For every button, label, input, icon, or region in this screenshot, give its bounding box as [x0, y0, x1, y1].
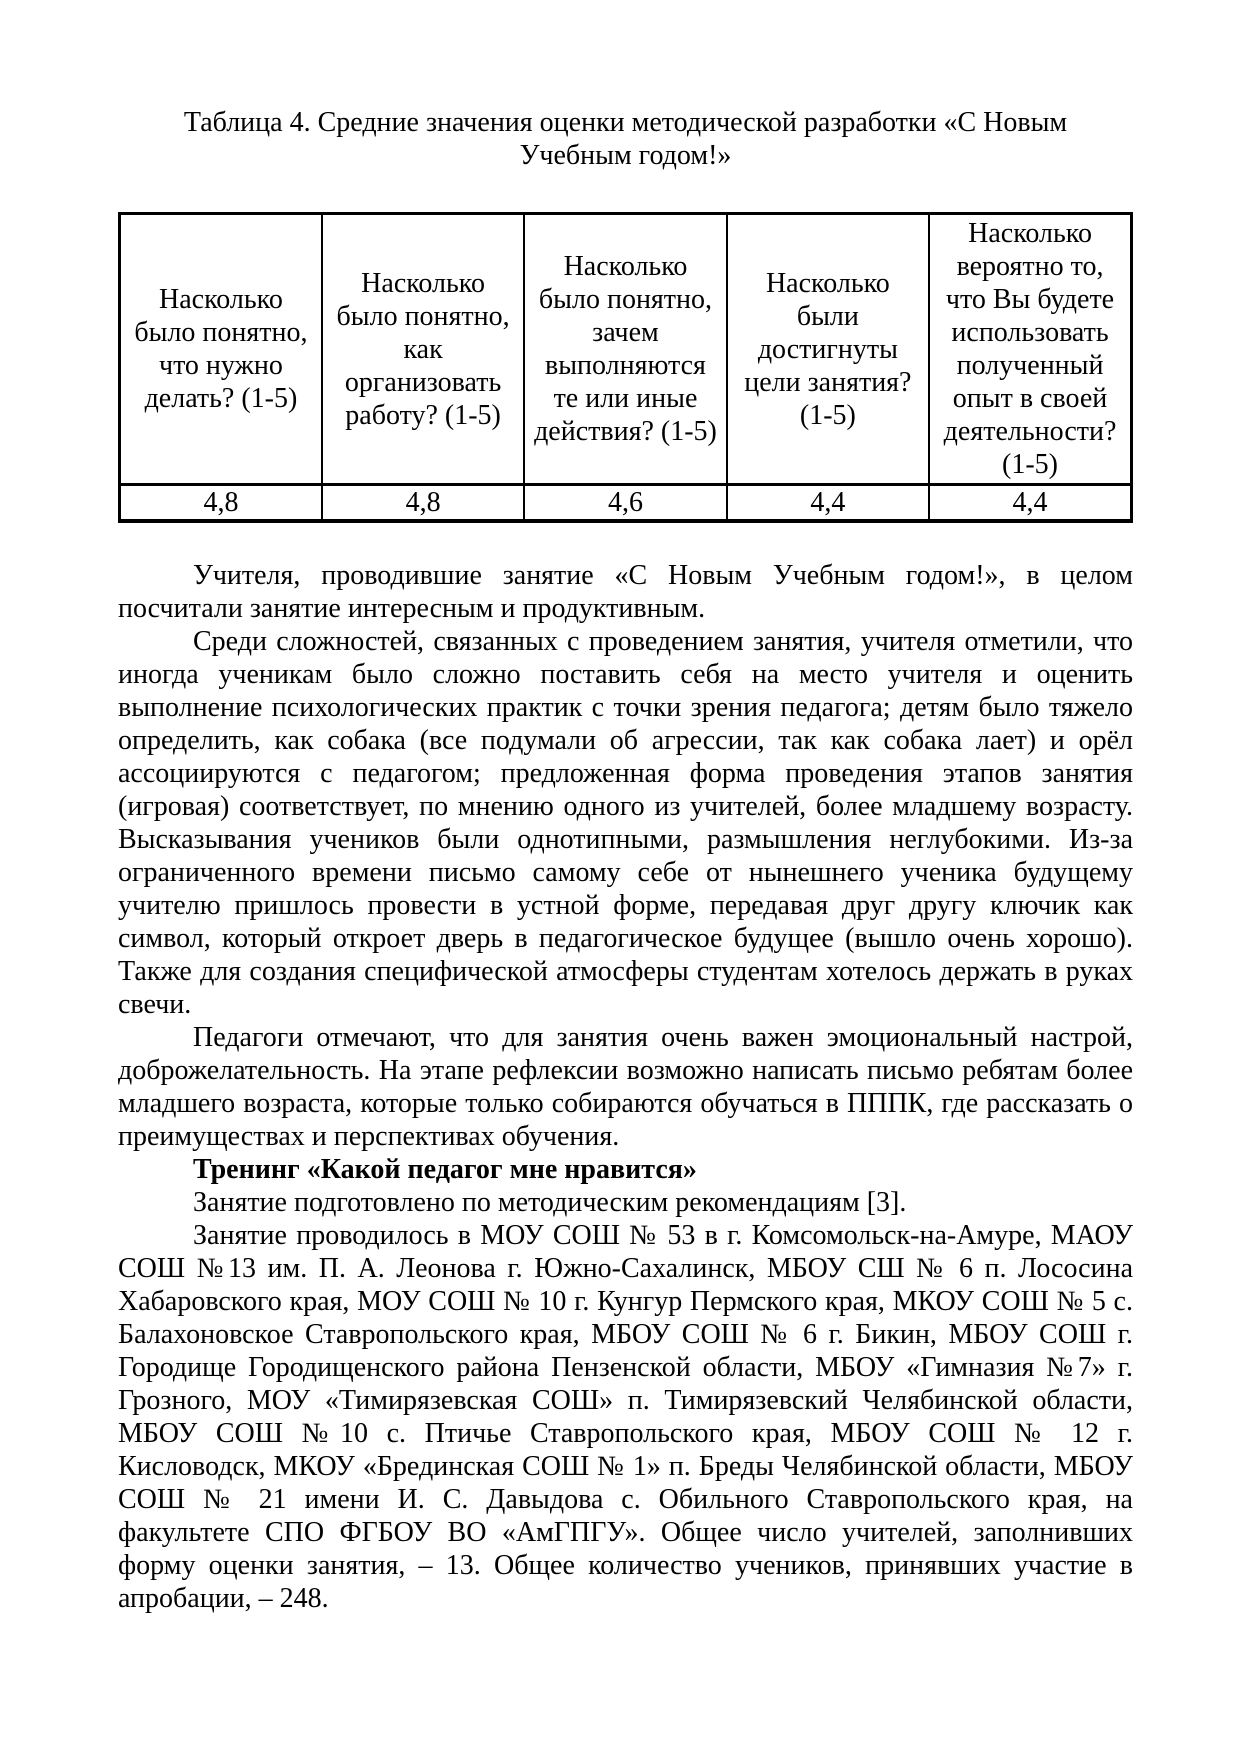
- value-cell-goals-achieved: 4,4: [727, 485, 929, 522]
- header-cell-clarity-how-to-organize: Насколько было понятно, как организовать работу? (1-5): [322, 214, 524, 485]
- header-cell-clarity-what-to-do: Насколько было понятно, что нужно делать? (1-5): [120, 214, 322, 485]
- paragraph-prepared-by-recommendations: Занятие подготовлено по методическим рекомендациям [3].: [193, 1187, 907, 1218]
- header-cell-will-use-experience: Насколько вероятно то, что Вы будете использовать полученный опыт в своей деятельности? (1-5): [929, 214, 1131, 485]
- value-cell-will-use-experience: 4,4: [929, 485, 1131, 522]
- table-value-row: [120, 485, 1132, 522]
- value-cell-clarity-what-to-do: 4,8: [120, 485, 322, 522]
- paragraph-pedagogues-notes: Педагоги отмечают, что для занятия очень важен эмоциональный настрой, доброжелательность. На этапе рефлексии возможно написать письмо ребятам более младшего возраста, которые только собираются обучаться в ПППК, где рассказать о преимуществах и перспективах обучения.: [118, 1022, 1133, 1152]
- header-cell-clarity-why-actions: Насколько было понятно, зачем выполняются те или иные действия? (1-5): [524, 214, 726, 485]
- paragraph-schools-list: Занятие проводилось в МОУ СОШ № 53 в г. Комсомольск-на-Амуре, МАОУ СОШ №13 им. П. А. Леонова г. Южно-Сахалинск, МБОУ СШ № 6 п. Лососина Хабаровского края, МОУ СОШ № 10 г. Кунгур Пермского края, МКОУ СОШ № 5 с. Балахоновское Ставропольского края, МБОУ СОШ № 6 г. Бикин, МБОУ СОШ г. Городище Городищенского района Пензенской области, МБОУ «Гимназия №7» г. Грозного, МОУ «Тимирязевская СОШ» п. Тимирязевский Челябинской области, МБОУ СОШ №10 с. Птичье Ставропольского края, МБОУ СОШ № 12 г. Кисловодск, МКОУ «Брединская СОШ № 1» п. Бреды Челябинской области, МБОУ СОШ № 21 имени И. С. Давыдова с. Обильного Ставропольского края, на факультете СПО ФГБОУ ВО «АмГПГУ». Общее число учителей, заполнивших форму оценки занятия, – 13. Общее количество учеников, принявших участие в апробации, – 248.: [118, 1220, 1133, 1614]
- training-section-heading: Тренинг «Какой педагог мне нравится»: [193, 1154, 697, 1185]
- ratings-table: [118, 212, 1133, 523]
- table-header-row: [120, 214, 1132, 485]
- paragraph-teachers-overall-impression: Учителя, проводившие занятие «С Новым Учебным годом!», в целом посчитали занятие интересным и продуктивным.: [118, 560, 1133, 624]
- value-cell-clarity-why-actions: 4,6: [524, 485, 726, 522]
- paragraph-difficulties: Среди сложностей, связанных с проведением занятия, учителя отметили, что иногда ученикам было сложно поставить себя на место учителя и оценить выполнение психологических практик с точки зрения педагога; детям было тяжело определить, как собака (все подумали об агрессии, так как собака лает) и орёл ассоциируются с педагогом; предложенная форма проведения этапов занятия (игровая) соответствует, по мнению одного из учителей, более младшему возрасту. Высказывания учеников были однотипными, размышления неглубокими. Из-за ограниченного времени письмо самому себе от нынешнего ученика будущему учителю пришлось провести в устной форме, передавая друг другу ключик как символ, который откроет дверь в педагогическое будущее (вышло очень хорошо). Также для создания специфической атмосферы студентам хотелось держать в руках свечи.: [118, 626, 1133, 1020]
- header-cell-goals-achieved: Насколько были достигнуты цели занятия? (1-5): [727, 214, 929, 485]
- table-caption: Таблица 4. Средние значения оценки методической разработки «С Новым Учебным годом!»: [183, 107, 1068, 171]
- value-cell-clarity-how-to-organize: 4,8: [322, 485, 524, 522]
- body-text: [118, 559, 1133, 1615]
